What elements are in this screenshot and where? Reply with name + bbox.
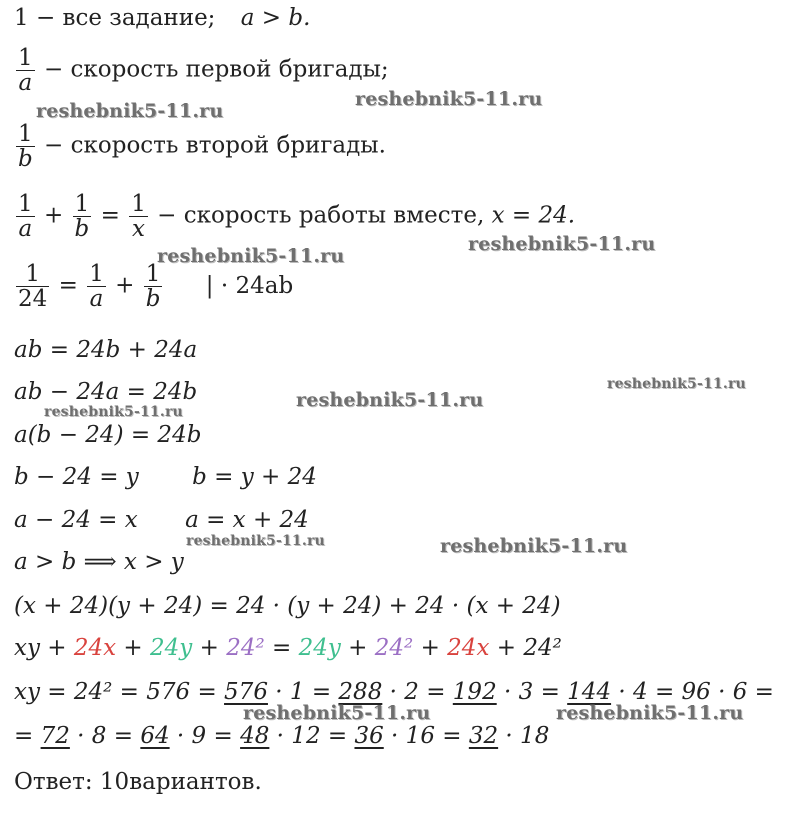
underlined-number: 72 (40, 723, 70, 749)
line-5 (14, 262, 293, 311)
expr-part: · 4 = 96 · 6 = (611, 679, 774, 705)
expr-part: = (264, 635, 299, 661)
line-3-text: − скорость второй бригады. (44, 132, 386, 159)
operator: = (100, 202, 120, 229)
line-12: (x + 24)(y + 24) = 24 · (y + 24) + 24 · (x + 24) (14, 593, 561, 619)
line-5-multiplier: | · 24ab (205, 272, 294, 299)
watermark: reshebnik5-11.ru (186, 533, 325, 549)
line-11: a > b ⟹ x > y (14, 549, 184, 575)
line-4-condition: x = 24. (491, 202, 576, 229)
expr-part: 24x (73, 635, 117, 661)
fraction: $\frac{1}{x}$ (131, 191, 146, 242)
line-8: a(b − 24) = 24b (14, 422, 202, 448)
expr-part: + (116, 635, 151, 661)
line-1 (14, 4, 310, 32)
expr-part: xy = 24² = 576 = (14, 679, 225, 705)
operator: + (115, 272, 135, 299)
line-13 (14, 634, 562, 662)
underlined-number: 36 (354, 723, 384, 749)
answer-text: Ответ: 10вариантов. (14, 769, 262, 795)
line-10-right: a = x + 24 (185, 507, 309, 533)
line-2-text: − скорость первой бригады; (43, 56, 389, 83)
watermark: reshebnik5-11.ru (355, 88, 543, 110)
operator: = (58, 272, 78, 299)
underlined-number: 192 (452, 679, 497, 705)
line-3 (14, 122, 386, 171)
fraction: $\frac{1}{24}$ (18, 261, 48, 312)
expr-part: · 9 = (169, 723, 241, 749)
expr-part: · 16 = (383, 723, 469, 749)
watermark: reshebnik5-11.ru (36, 100, 224, 122)
watermark: reshebnik5-11.ru (468, 233, 656, 255)
line-6: ab = 24b + 24a (14, 337, 198, 363)
expr-part: · 2 = (382, 679, 453, 705)
underlined-number: 144 (567, 679, 612, 705)
line-15 (14, 722, 549, 750)
expr-part: · 8 = (69, 723, 141, 749)
fraction: $\frac{1}{b}$ (18, 121, 33, 172)
underlined-number: 32 (468, 723, 499, 749)
watermark: reshebnik5-11.ru (556, 702, 744, 724)
fraction: $\frac{1}{a}$ (18, 191, 33, 242)
expr-part: = (14, 723, 41, 749)
expr-part: + (192, 635, 227, 661)
underlined-number: 64 (140, 723, 170, 749)
fraction: $\frac{1}{b}$ (74, 191, 90, 242)
line-1-text: 1 − все задание; (14, 5, 216, 31)
expr-part: · 3 = (496, 679, 568, 705)
watermark: reshebnik5-11.ru (296, 389, 484, 411)
watermark: reshebnik5-11.ru (157, 245, 345, 267)
line-9 (14, 463, 317, 491)
expr-part: · 1 = (267, 679, 339, 705)
line-2 (14, 46, 389, 95)
watermark: reshebnik5-11.ru (607, 376, 746, 392)
watermark: reshebnik5-11.ru (44, 404, 183, 420)
expr-part: 24² (374, 635, 414, 661)
underlined-number: 48 (240, 723, 270, 749)
operator: + (43, 202, 64, 229)
expr-part: + (340, 635, 375, 661)
expr-part: · 18 (498, 723, 550, 749)
fraction: $\frac{1}{b}$ (145, 261, 161, 312)
expr-part: 24y (150, 635, 193, 661)
line-1-condition: a > b. (240, 5, 311, 31)
expr-part: xy + (14, 635, 74, 661)
line-10 (14, 506, 309, 534)
expr-part: 24x (447, 635, 490, 661)
line-9-right: b = y + 24 (192, 464, 317, 490)
expr-part: · 12 = (269, 723, 355, 749)
fraction: $\frac{1}{a}$ (18, 45, 33, 96)
expr-part: 24² (226, 635, 265, 661)
watermark: reshebnik5-11.ru (440, 535, 628, 557)
line-7: ab − 24a = 24b (14, 379, 198, 405)
fraction: $\frac{1}{a}$ (89, 261, 104, 312)
expr-part: + (413, 635, 448, 661)
underlined-number: 288 (338, 679, 383, 705)
expr-part: + 24² (489, 635, 562, 661)
underlined-number: 576 (224, 679, 268, 705)
line-4-text: − скорость работы вместе, (157, 202, 485, 229)
line-9-left: b − 24 = y (14, 464, 139, 490)
line-10-left: a − 24 = x (14, 507, 138, 533)
watermark: reshebnik5-11.ru (243, 702, 431, 724)
expr-part: 24y (298, 635, 341, 661)
